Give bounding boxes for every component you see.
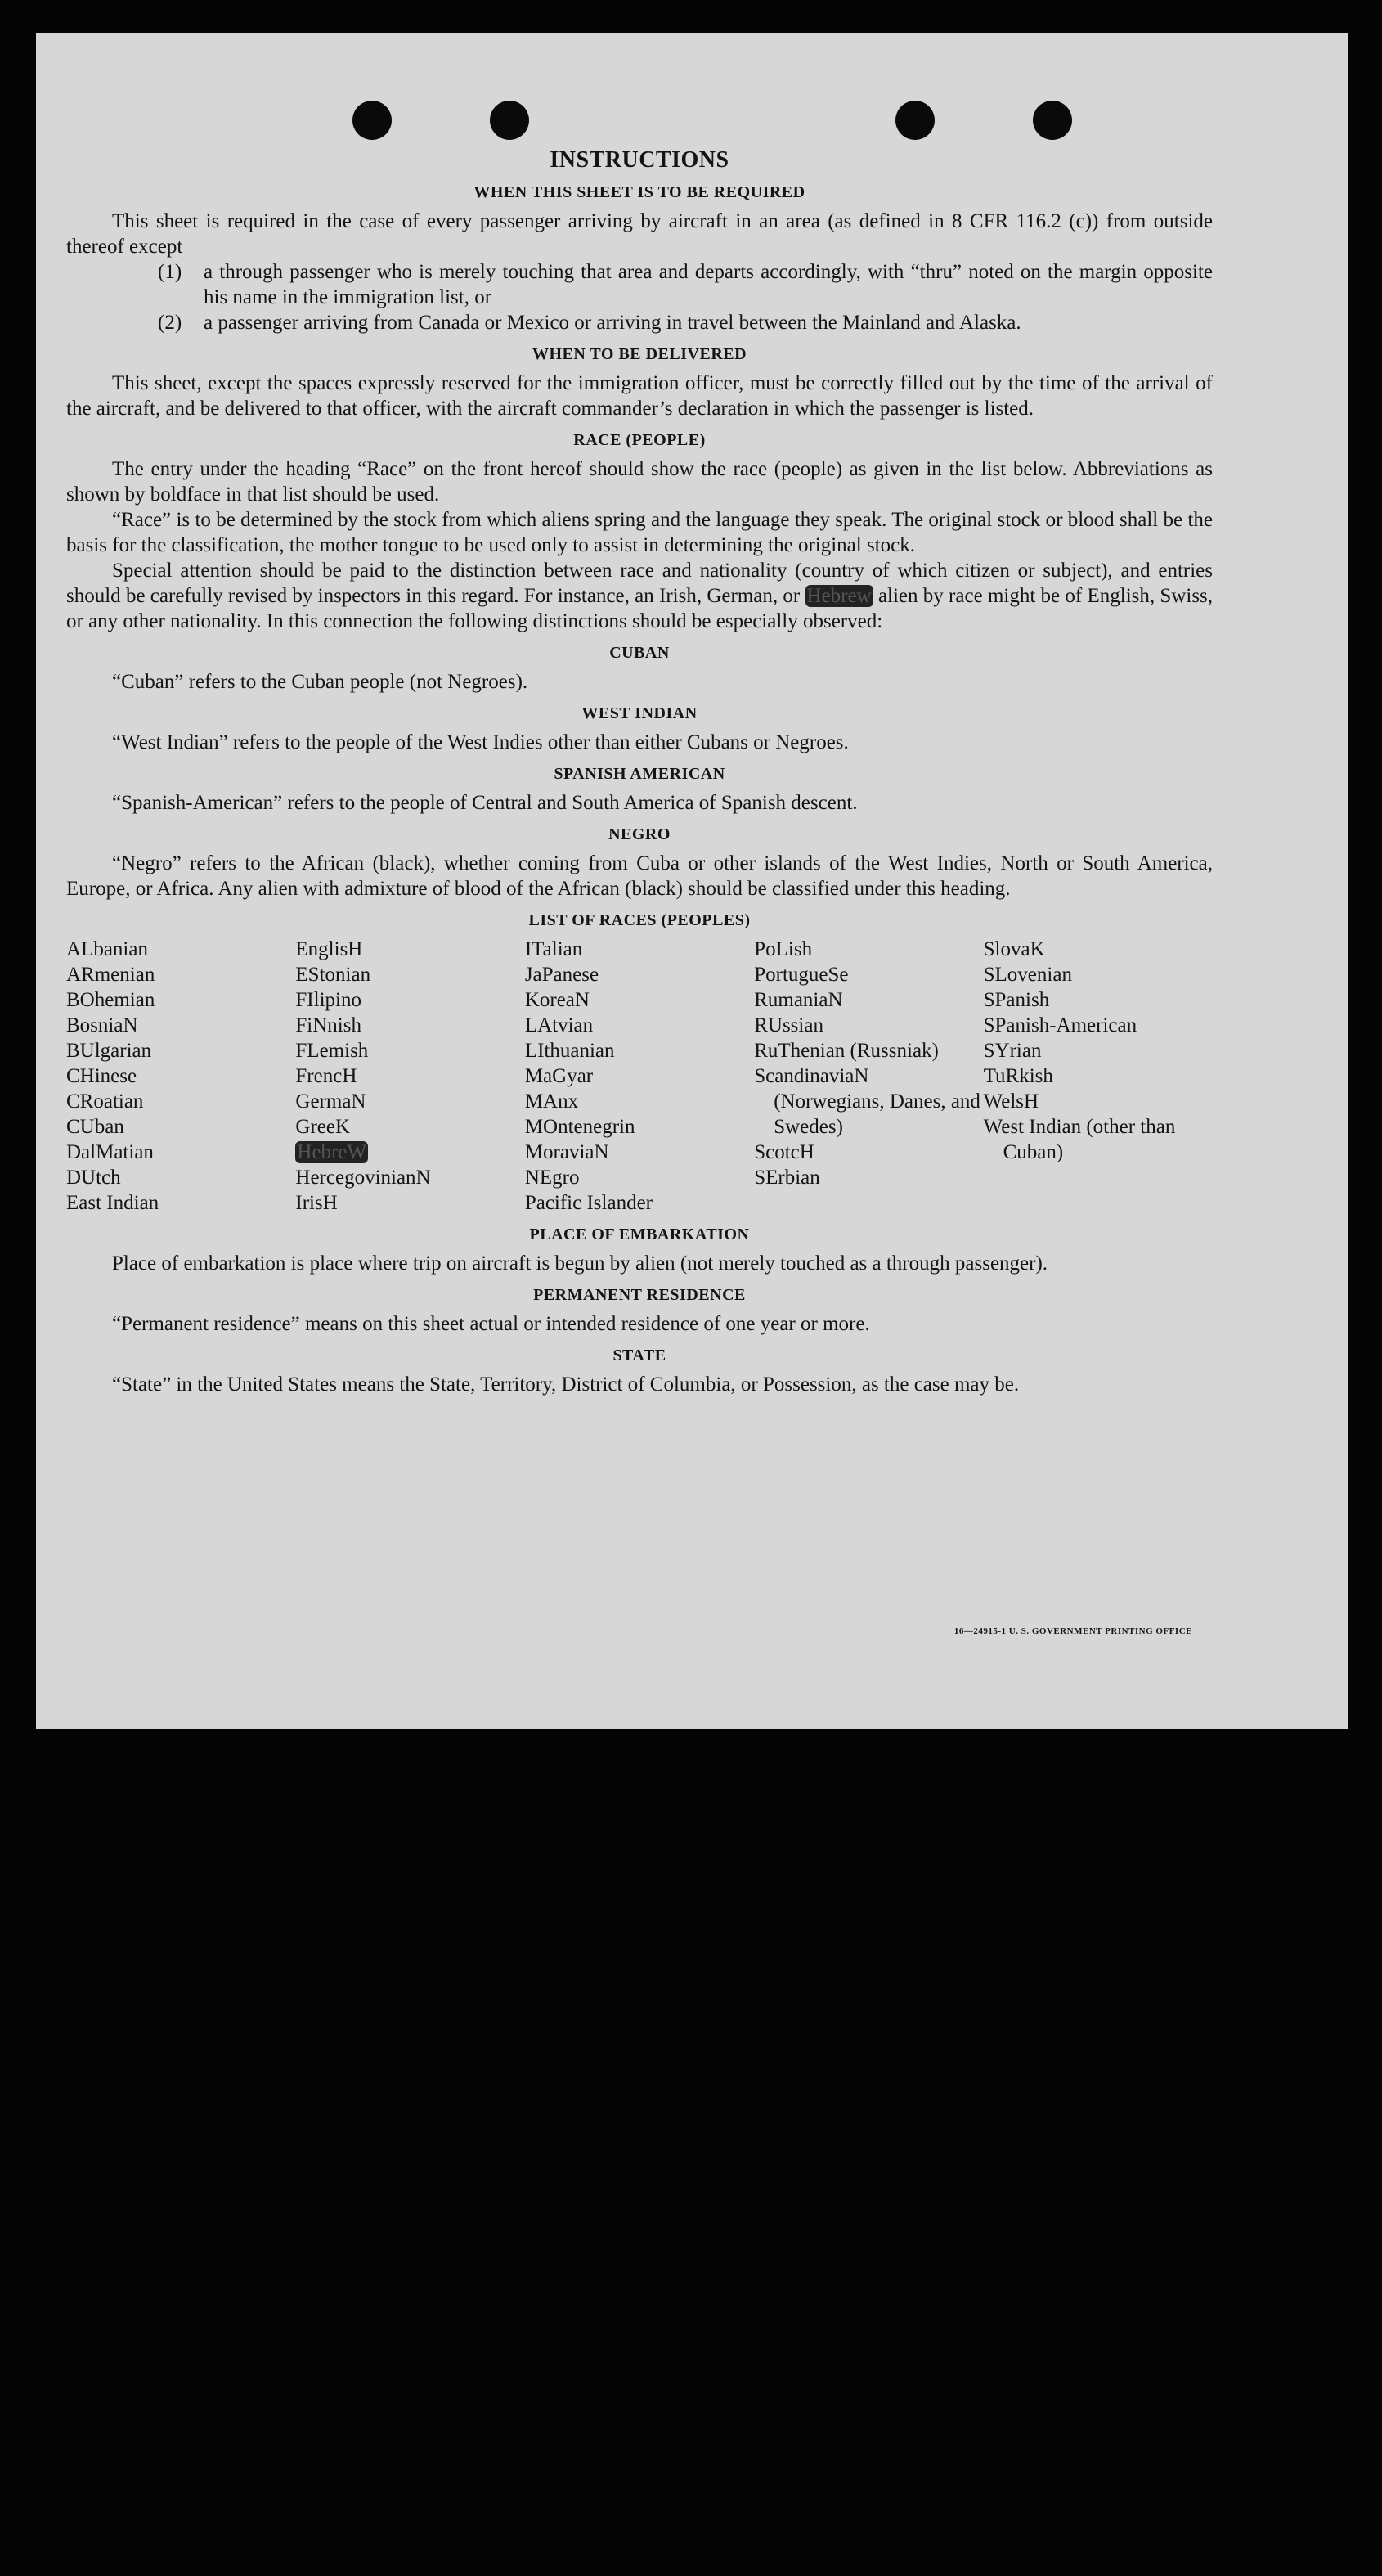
race-item: SLovenian (983, 964, 1072, 986)
section-heading: WHEN TO BE DELIVERED (532, 345, 747, 363)
race-item: TuRkish (983, 1065, 1053, 1087)
race-item: FrencH (295, 1065, 357, 1087)
paragraph: “Cuban” refers to the Cuban people (not Negroes). (112, 671, 528, 693)
section-heading: RACE (PEOPLE) (573, 431, 706, 449)
page-title: INSTRUCTIONS (550, 147, 729, 173)
race-item: ScandinaviaN (Norwegians, Danes, and Swedes) (754, 1065, 980, 1138)
item-number: (2) (158, 312, 182, 334)
race-item: FIlipino (295, 989, 361, 1011)
race-item: FiNnish (295, 1014, 361, 1036)
race-item: EnglisH (295, 938, 363, 960)
paragraph (66, 558, 1213, 634)
paragraph: “Race” is to be determined by the stock from which aliens spring and the language they speak. The original stock or blood shall be the basis for the classification, the mother tongue to be used only to assist in determining the original stock. (66, 509, 1213, 556)
race-item: ALbanian (66, 938, 148, 960)
item-text: a through passenger who is merely touching that area and departs accordingly, with “thru” noted on the margin opposite his name in the immigration list, or (204, 261, 1213, 308)
race-item: SErbian (754, 1167, 820, 1189)
struck-word: Hebrew (806, 585, 872, 607)
race-item: MAnx (524, 1090, 579, 1113)
race-item: RUssian (754, 1014, 823, 1036)
text-run: alien by race might be of English, Swiss, or any other nationality. In this connection the following distinctions should be especially observed: (66, 585, 1214, 632)
race-item (295, 1140, 524, 1165)
struck-word: HebreW (297, 1141, 367, 1163)
race-list (66, 937, 1213, 1216)
race-item: LAtvian (524, 1014, 594, 1036)
race-item: GreeK (295, 1116, 351, 1138)
paragraph: “West Indian” refers to the people of the West Indies other than either Cubans or Negroes. (112, 731, 849, 753)
race-item: Pacific Islander (524, 1192, 653, 1214)
instructions-content (66, 147, 1213, 1397)
race-item: East Indian (66, 1192, 159, 1214)
race-item: JaPanese (524, 964, 599, 986)
race-item: LIthuanian (524, 1040, 615, 1062)
race-item: WelsH (983, 1090, 1039, 1113)
section-heading: WEST INDIAN (581, 704, 698, 722)
race-item: RuThenian (Russniak) (754, 1040, 939, 1062)
race-item: MaGyar (524, 1065, 594, 1087)
race-column (295, 937, 524, 1216)
paragraph: “Negro” refers to the African (black), whether coming from Cuba or other islands of the West Indies, North or South America, Europe, or Africa. Any alien with admixture of blood of the African (black) should be classified under this heading. (66, 852, 1213, 900)
race-column (754, 937, 983, 1216)
race-item: SPanish-American (983, 1014, 1137, 1036)
race-column (984, 937, 1213, 1216)
section-heading: PLACE OF EMBARKATION (529, 1225, 750, 1243)
race-column (525, 937, 754, 1216)
race-item: MOntenegrin (524, 1116, 635, 1138)
item-text: a passenger arriving from Canada or Mexico or arriving in travel between the Mainland and Alaska. (204, 312, 1021, 334)
paragraph: “Spanish-American” refers to the people of Central and South America of Spanish descent. (112, 792, 858, 814)
section-heading: WHEN THIS SHEET IS TO BE REQUIRED (473, 183, 805, 201)
punch-hole (490, 101, 529, 140)
race-item: ARmenian (66, 964, 155, 986)
race-item: CRoatian (66, 1090, 144, 1113)
race-item: ITalian (524, 938, 583, 960)
race-item: SlovaK (983, 938, 1045, 960)
section-heading: PERMANENT RESIDENCE (533, 1286, 746, 1304)
paragraph: This sheet, except the spaces expressly reserved for the immigration officer, must be correctly filled out by the time of the arrival of the aircraft, and be delivered to that officer, with the aircraft commander’s declaration in which the passenger is listed. (66, 372, 1213, 420)
race-item: BOhemian (66, 989, 155, 1011)
race-item: RumaniaN (754, 989, 843, 1011)
paragraph: Place of embarkation is place where trip on aircraft is begun by alien (not merely touched as a through passenger). (112, 1252, 1048, 1275)
race-item: GermaN (295, 1090, 366, 1113)
race-item: DalMatian (66, 1141, 154, 1163)
race-item: MoraviaN (524, 1141, 609, 1163)
paragraph: “Permanent residence” means on this sheet actual or intended residence of one year or more. (112, 1313, 870, 1335)
paragraph: The entry under the heading “Race” on the front hereof should show the race (people) as given in the list below. Abbreviations as shown by boldface in that list should be used. (66, 458, 1213, 506)
punch-hole (895, 101, 935, 140)
race-item: West Indian (other than Cuban) (983, 1116, 1176, 1163)
race-item: SYrian (983, 1040, 1042, 1062)
race-item: ScotcH (754, 1141, 814, 1163)
race-item: CUban (66, 1116, 124, 1138)
text-run: Special attention should be paid to the distinction between race and nationality (country of which citizen or subject), and entries should be carefully revised by inspectors in this regard. For instance, an Irish, German, or (66, 560, 1213, 607)
race-item: FLemish (295, 1040, 369, 1062)
document-sheet (36, 33, 1348, 1729)
race-item: IrisH (295, 1192, 338, 1214)
race-item: DUtch (66, 1167, 121, 1189)
race-item: BUlgarian (66, 1040, 152, 1062)
race-item: PoLish (754, 938, 813, 960)
punch-hole (352, 101, 392, 140)
printing-office-mark: 16—24915-1 U. S. GOVERNMENT PRINTING OFFICE (953, 1626, 1192, 1636)
race-item: NEgro (524, 1167, 580, 1189)
section-heading: SPANISH AMERICAN (554, 765, 725, 783)
section-heading: CUBAN (609, 644, 670, 662)
paragraph: This sheet is required in the case of every passenger arriving by aircraft in an area (as defined in 8 CFR 116.2 (c)) from outside thereof except (66, 210, 1213, 258)
section-heading: NEGRO (608, 825, 671, 843)
race-item: BosniaN (66, 1014, 138, 1036)
race-column (66, 937, 295, 1216)
race-item: HercegovinianN (295, 1167, 431, 1189)
section-heading: STATE (612, 1346, 666, 1364)
race-item: EStonian (295, 964, 371, 986)
race-item: SPanish (983, 989, 1050, 1011)
list-item (158, 310, 1213, 335)
item-number: (1) (158, 261, 182, 283)
punch-hole (1033, 101, 1072, 140)
race-item: PortugueSe (754, 964, 849, 986)
paragraph: “State” in the United States means the State, Territory, District of Columbia, or Possession, as the case may be. (112, 1373, 1020, 1396)
race-item: CHinese (66, 1065, 137, 1087)
race-item: KoreaN (524, 989, 590, 1011)
list-item (158, 259, 1213, 310)
section-heading: LIST OF RACES (PEOPLES) (528, 911, 751, 929)
